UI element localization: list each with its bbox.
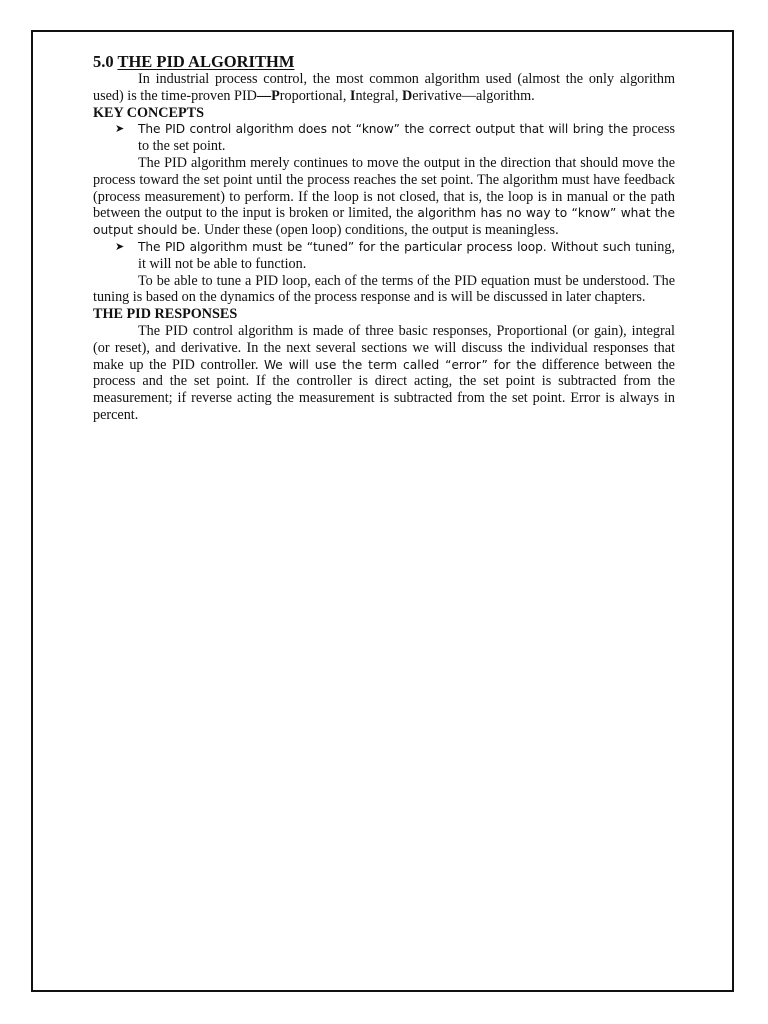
arrowhead-bullet-icon: ➤ [115,122,125,136]
intro-d-letter: D [401,87,413,104]
intro-p-rest: roportional, [279,87,350,104]
paragraph-text: The PID control algorithm is made of three basic responses, Proportional (or gain), integral (or reset), and derivative. In the next several sections we will discuss the individual responses that make up the PID controller. [93,322,675,373]
bullet-text: The PID control algorithm does not “know” the correct output that will bring the [138,122,629,137]
paragraph-text: The PID algorithm merely continues to move the output in the direction that should move the process toward the set point until the process reaches the set point. The algorithm must have feedback (process measurement) to perform. If the loop is not closed, that is, the loop is in manual or the path between the output to the input is broken or limited, the [93,154,675,222]
paragraph-text-emphasis: algorithm has no way to “know” what the output should be. [93,206,675,238]
intro-d-rest: erivative—algorithm. [412,87,535,104]
bullet-item [93,239,675,273]
section-title: THE PID ALGORITHM [117,52,295,71]
section-number: 5.0 [93,52,114,71]
paragraph-text-end: Under these (open loop) conditions, the output is meaningless. [200,222,559,239]
intro-i-letter: I [349,87,356,104]
bullet-text: The PID algorithm must be “tuned” for the particular process loop. Without such [138,239,631,254]
intro-p-letter: P [271,87,280,104]
body-paragraph: To be able to tune a PID loop, each of the terms of the PID equation must be understood. The tuning is based on the dynamics of the process response and is will be discussed in later chapters. [93,272,675,306]
section-heading [93,52,675,71]
body-paragraph [93,323,675,424]
paragraph-text-emphasis: We will use the term called “error” for the [263,357,537,372]
body-paragraph [93,155,675,239]
bullet-item [93,121,675,155]
bullet-text-continued: process to the set point. [138,121,675,155]
intro-i-rest: ntegral, [355,87,402,104]
pid-responses-heading: THE PID RESPONSES [93,306,238,323]
paragraph-text-end: difference between the process and the set point. If the controller is direct acting, the set point is subtracted from the measurement; if reverse acting the measurement is subtracted from the set point. Error is always in percent. [93,356,675,423]
intro-text: In industrial process control, the most common algorithm used (almost the only algorithm used) is the time-proven PID [93,71,675,104]
arrowhead-bullet-icon: ➤ [115,239,125,253]
key-concepts-heading: KEY CONCEPTS [93,104,205,121]
intro-dash: — [256,87,272,104]
intro-paragraph [93,71,675,105]
bullet-text-continued: tuning, it will not be able to function. [138,238,675,272]
document-body [93,52,675,424]
